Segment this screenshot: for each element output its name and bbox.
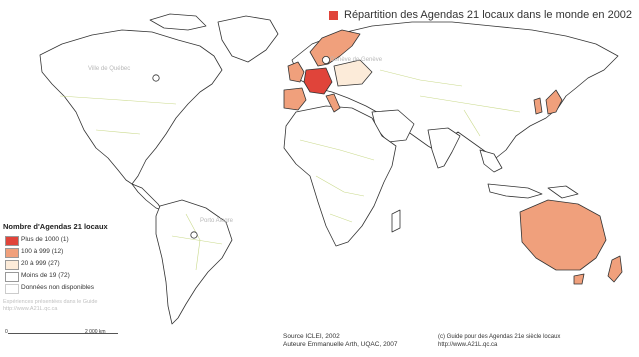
france-iberia	[284, 88, 306, 110]
legend-title: Nombre d'Agendas 21 locaux	[3, 222, 108, 231]
credit-line: http://www.A21L.qc.ca	[438, 342, 498, 348]
scale-zero: 0	[5, 329, 8, 335]
map-title: Répartition des Agendas 21 locaux dans le monde en 2002	[344, 9, 633, 21]
credit-block	[438, 333, 560, 349]
legend-swatch-mid	[5, 260, 19, 270]
legend-label: 20 à 999 (27)	[21, 260, 60, 267]
legend-label: Données non disponibles	[21, 284, 94, 291]
legend-item	[3, 283, 163, 295]
greenland	[218, 16, 278, 62]
legend-note-line: http://www.A21L.qc.ca	[3, 306, 58, 312]
city-marker-geneva	[322, 56, 329, 63]
legend-item	[3, 247, 163, 259]
city-label-quebec: Ville de Québec	[88, 66, 131, 72]
city-marker-quebec	[153, 75, 159, 81]
indonesia	[488, 184, 542, 198]
legend-item	[3, 235, 163, 247]
legend-label: 100 à 999 (12)	[21, 248, 64, 255]
legend-swatch-high	[5, 248, 19, 258]
legend-item	[3, 259, 163, 271]
arctic-islands	[150, 14, 206, 30]
scale-label: 2 000 km	[85, 329, 106, 335]
australia	[520, 200, 606, 270]
legend-note-line: Expériences présentées dans le Guide	[3, 299, 98, 305]
legend	[3, 222, 163, 313]
legend-swatch-top	[5, 236, 19, 246]
city-label-geneva: Genève de Genève	[330, 57, 383, 63]
city-marker-porto-alegre	[191, 232, 197, 238]
north-america	[40, 30, 222, 184]
new-zealand	[608, 256, 622, 282]
city-label-porto-alegre: Porto Alegre	[200, 218, 234, 224]
tasmania	[574, 274, 584, 284]
legend-item	[3, 271, 163, 283]
title-color-mark	[329, 11, 338, 20]
madagascar	[392, 210, 400, 232]
source-block	[283, 333, 398, 349]
new-guinea	[548, 186, 578, 198]
india	[428, 128, 460, 168]
legend-swatch-na	[5, 284, 19, 294]
credit-line: (c) Guide pour des Agendas 21e siècle locaux	[438, 334, 561, 340]
legend-label: Moins de 19 (72)	[21, 272, 70, 279]
central-america	[132, 184, 162, 210]
legend-note	[3, 299, 163, 313]
source-line: Source ICLEI, 2002	[283, 333, 340, 340]
legend-label: Plus de 1000 (1)	[21, 236, 69, 243]
source-line: Auteure Emmanuelle Arth, UQAC, 2007	[283, 341, 398, 348]
legend-swatch-low	[5, 272, 19, 282]
